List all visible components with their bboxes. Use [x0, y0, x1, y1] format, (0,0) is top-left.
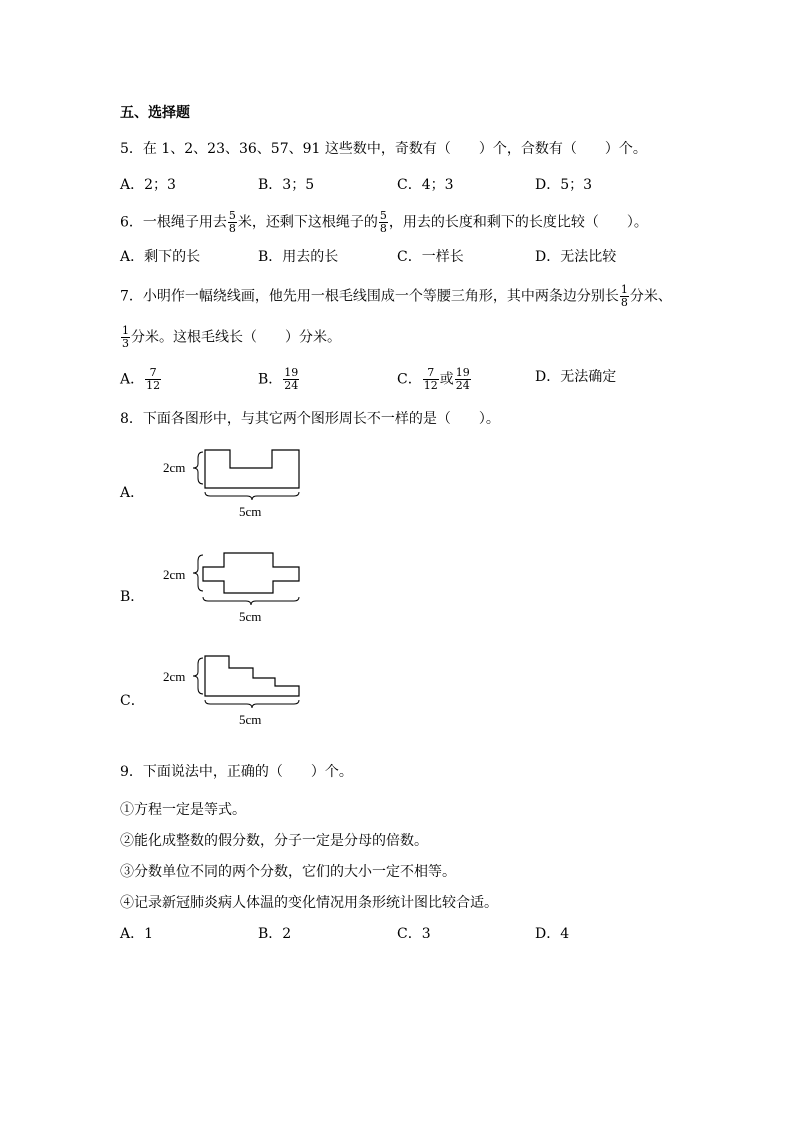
q7-option-c[interactable] [397, 367, 472, 392]
q8-figure-c-shape [205, 656, 299, 696]
q8-figure-b-height-brace [193, 555, 203, 591]
q5-option-c[interactable]: C．4；3 [397, 177, 454, 193]
q7-option-c-fraction-1 [423, 367, 439, 392]
q6-part1: 6．一根绳子用去 [120, 214, 227, 231]
q8-figure-c-height-label: 2cm [163, 669, 186, 684]
q8-figure-b-height-label: 2cm [163, 567, 186, 582]
q8-figure-c-height-brace [193, 658, 203, 694]
question-9-text: 9．下面说法中，正确的（ ）个。 [120, 764, 353, 780]
q6-frac2-den: 8 [379, 222, 387, 235]
q7-option-d[interactable]: D．无法确定 [535, 369, 617, 385]
q7-option-a[interactable] [120, 367, 162, 392]
q6-option-d[interactable]: D．无法比较 [535, 249, 617, 265]
q7-option-c-den2: 24 [455, 379, 470, 392]
q9-statement-1: ①方程一定是等式。 [120, 802, 246, 818]
q6-option-b[interactable]: B．用去的长 [258, 249, 339, 265]
q7-option-c-fraction-2 [455, 367, 471, 392]
q7-option-b[interactable] [258, 367, 300, 392]
q8-figure-c-width-brace [205, 700, 299, 708]
q7-option-a-label: A． [120, 371, 145, 388]
q7-fraction-1 [620, 284, 629, 309]
q9-option-d[interactable]: D．4 [535, 926, 570, 942]
q7-option-a-fraction [145, 367, 161, 392]
q8-option-a-label[interactable]: A． [120, 485, 145, 501]
q5-option-d[interactable]: D．5；3 [535, 177, 593, 193]
q6-fraction-1 [228, 210, 237, 235]
q6-frac1-num: 5 [228, 209, 236, 222]
q7-option-c-label: C． [397, 371, 422, 388]
q8-figure-c[interactable] [155, 648, 315, 733]
q8-option-b-label[interactable]: B． [120, 589, 145, 605]
q6-option-c[interactable]: C．一样长 [397, 249, 464, 265]
q8-figure-a-width-label: 5cm [239, 504, 262, 519]
q8-figure-a-height-label: 2cm [163, 460, 186, 475]
question-5-text: 5．在 1、2、23、36、57、91 这些数中，奇数有（ ）个，合数有（ ）个。 [120, 141, 647, 157]
q8-figure-a-height-brace [193, 452, 203, 484]
q7-option-c-num1: 7 [427, 366, 435, 379]
question-7-text-line1 [120, 284, 672, 309]
q7-fraction-2 [121, 325, 130, 350]
q5-option-b[interactable]: B．3；5 [258, 177, 315, 193]
q9-statement-3: ③分数单位不同的两个分数，它们的大小一定不相等。 [120, 864, 456, 880]
q6-frac2-num: 5 [379, 209, 387, 222]
q8-figure-b-width-brace [203, 597, 299, 605]
question-8-text: 8．下面各图形中，与其它两个图形周长不一样的是（ ）。 [120, 411, 500, 427]
q9-statement-2: ②能化成整数的假分数，分子一定是分母的倍数。 [120, 833, 428, 849]
q8-figure-a[interactable] [155, 440, 315, 525]
q8-figure-b-shape [203, 553, 299, 593]
q6-frac1-den: 8 [228, 222, 236, 235]
q7-frac2-num: 1 [122, 324, 129, 337]
q7-option-c-num2: 19 [455, 366, 470, 379]
q7-part2: 分米、 [629, 288, 672, 305]
q9-option-a[interactable]: A．1 [120, 926, 154, 942]
q7-option-a-num: 7 [149, 366, 157, 379]
q9-option-b[interactable]: B．2 [258, 926, 292, 942]
q8-figure-b-width-label: 5cm [239, 609, 262, 624]
q9-option-c[interactable]: C．3 [397, 926, 431, 942]
q7-option-c-den1: 12 [423, 379, 438, 392]
q6-option-a[interactable]: A．剩下的长 [120, 249, 201, 265]
q6-fraction-2 [379, 210, 388, 235]
q8-figure-a-shape [205, 450, 299, 488]
q7-frac1-den: 8 [620, 296, 628, 309]
section-title: 五、选择题 [120, 105, 190, 121]
q7-option-b-label: B． [258, 371, 283, 388]
q7-option-b-den: 24 [284, 379, 299, 392]
q7-option-a-den: 12 [146, 379, 161, 392]
q8-figure-c-width-label: 5cm [239, 712, 262, 727]
q8-figure-b[interactable] [155, 545, 315, 630]
question-6-text [120, 210, 648, 235]
q8-figure-a-width-brace [205, 492, 299, 500]
q7-option-b-fraction [283, 367, 299, 392]
q9-statement-4: ④记录新冠肺炎病人体温的变化情况用条形统计图比较合适。 [120, 895, 498, 911]
q7-frac1-num: 1 [620, 283, 628, 296]
q7-option-c-or: 或 [439, 371, 454, 388]
q7-part3: 分米。这根毛线长（ ）分米。 [131, 329, 341, 346]
question-7-text-line2 [120, 325, 341, 350]
q6-part2: 米，还剩下这根绳子的 [237, 214, 378, 231]
q7-part1: 7．小明作一幅绕线画，他先用一根毛线围成一个等腰三角形，其中两条边分别长 [120, 288, 619, 305]
q8-option-c-label[interactable]: C． [120, 693, 145, 709]
q6-part3: ，用去的长度和剩下的长度比较（ ）。 [388, 214, 648, 231]
q7-frac2-den: 3 [122, 337, 129, 350]
q5-option-a[interactable]: A．2；3 [120, 177, 176, 193]
q7-option-b-num: 19 [284, 366, 299, 379]
